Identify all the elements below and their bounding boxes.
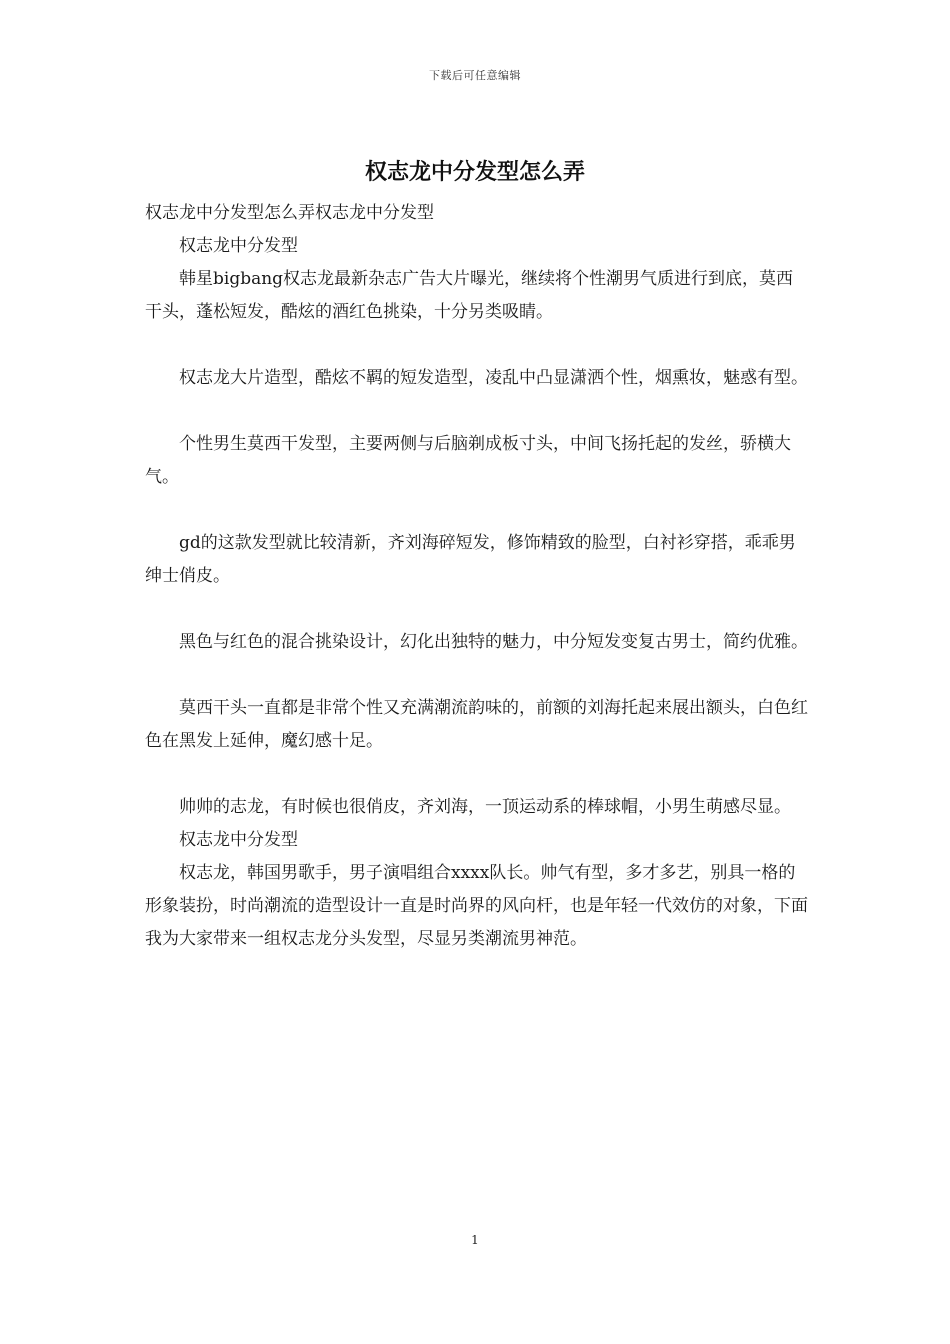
body-paragraph-5: 黑色与红色的混合挑染设计，幻化出独特的魅力，中分短发变复古男士，简约优雅。 — [179, 632, 808, 652]
body-paragraph-2: 权志龙大片造型，酷炫不羁的短发造型，凌乱中凸显潇洒个性，烟熏妆，魅惑有型。 — [179, 368, 808, 388]
body-paragraph-1: 韩星bigbang权志龙最新杂志广告大片曝光，继续将个性潮男气质进行到底，莫西干头，蓬松短发，酷炫的酒红色挑染，十分另类吸睛。 — [145, 269, 794, 322]
body-paragraph-7: 帅帅的志龙，有时候也很俏皮，齐刘海，一顶运动系的棒球帽，小男生萌感尽显。 — [179, 797, 791, 817]
header-note: 下载后可任意编辑 — [429, 69, 521, 82]
body-paragraph-3: 个性男生莫西干发型，主要两侧与后脑剃成板寸头，中间飞扬托起的发丝，骄横大气。 — [145, 434, 791, 487]
body-paragraph-4: gd的这款发型就比较清新，齐刘海碎短发，修饰精致的脸型，白衬衫穿搭，乖乖男绅士俏皮。 — [145, 533, 796, 586]
document-title: 权志龙中分发型怎么弄 — [364, 159, 585, 185]
section-heading-1: 权志龙中分发型 — [179, 236, 298, 256]
body-paragraph-8: 权志龙，韩国男歌手，男子演唱组合xxxx队长。帅气有型，多才多艺，别具一格的形象装扮，时尚潮流的造型设计一直是时尚界的风向杆，也是年轻一代效仿的对象，下面我为大家带来一组权志龙分头发型，尽显另类潮流男神范。 — [145, 863, 808, 949]
body-paragraph-6: 莫西干头一直都是非常个性又充满潮流韵味的，前额的刘海托起来展出额头，白色红色在黑发上延伸，魔幻感十足。 — [145, 698, 808, 751]
document-subtitle: 权志龙中分发型怎么弄权志龙中分发型 — [145, 203, 434, 223]
page-number: 1 — [471, 1233, 479, 1247]
section-heading-2: 权志龙中分发型 — [179, 830, 298, 850]
document-body — [145, 197, 810, 956]
